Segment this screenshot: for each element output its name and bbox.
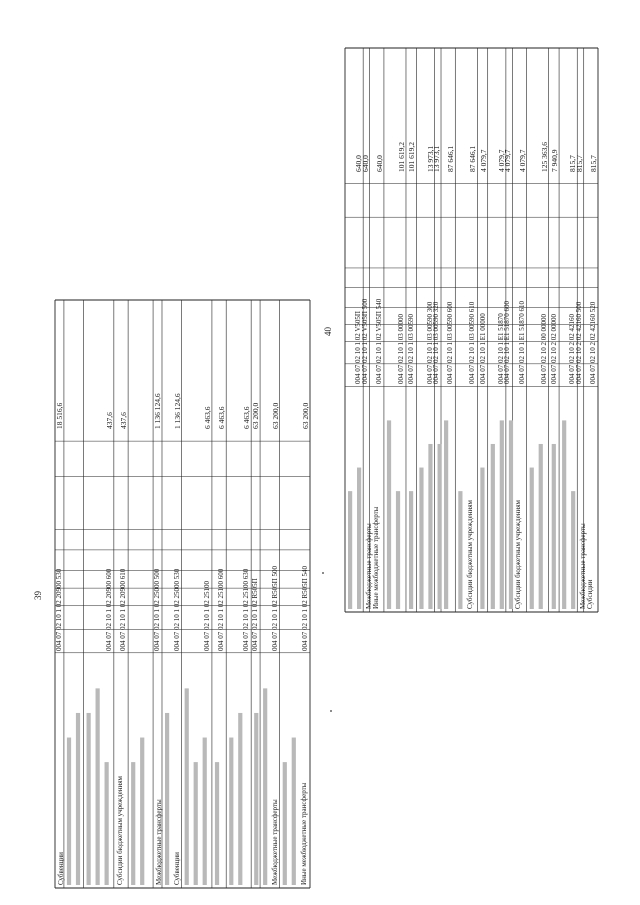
text-line-placeholder <box>140 738 144 885</box>
amount-value: 101 619,2 <box>407 142 417 173</box>
budget-codes: 004 07 02 10 1 03 00590 610 <box>468 302 477 385</box>
text-line-placeholder <box>480 468 484 609</box>
text-line-placeholder <box>229 738 233 885</box>
text-line-placeholder <box>491 444 495 609</box>
row-label: Межбюджетные трансферты <box>271 799 280 885</box>
amount-value: 13 973,1 <box>432 145 441 173</box>
budget-codes: 004 07 02 10 1 02 25000 530 <box>172 568 181 651</box>
amount-value: 18 516,6 <box>54 403 64 430</box>
budget-codes: 004 07 02 10 1 E1 51870 610 <box>517 301 526 385</box>
budget-codes: 004 07 02 10 1 E1 00000 <box>478 313 487 385</box>
amount-value: 4 079,7 <box>503 149 513 173</box>
text-line-placeholder <box>165 713 169 885</box>
row-label: Межбюджетные трансферты <box>579 523 588 609</box>
amount-value: 815,7 <box>589 155 598 173</box>
budget-codes: 004 07 02 10 1 03 00000 <box>396 314 405 385</box>
row-label: Иные межбюджетные трансферты <box>371 506 380 609</box>
text-line-placeholder <box>458 491 462 609</box>
text-line-placeholder <box>438 444 442 609</box>
amount-value: 6 463,6 <box>242 406 252 430</box>
text-line-placeholder <box>203 738 207 885</box>
amount-value: 87 646,1 <box>446 145 456 173</box>
budget-codes: 004 07 02 10 1 02 25100 630 <box>242 568 251 651</box>
text-line-placeholder <box>357 468 361 609</box>
text-line-placeholder <box>396 491 400 609</box>
text-line-placeholder <box>131 762 135 885</box>
text-line-placeholder <box>428 444 432 609</box>
text-line-placeholder <box>409 491 413 609</box>
budget-codes: 004 07 02 10 1 02 V505П 540 <box>374 299 383 385</box>
amount-value: 4 079,7 <box>517 149 527 173</box>
text-line-placeholder <box>571 491 575 609</box>
budget-codes: 004 07 02 10 1 03 00590 300 <box>425 302 434 385</box>
row-label: Субсидии <box>585 579 594 609</box>
scan-speck <box>322 572 324 574</box>
amount-value: 6 463,6 <box>202 406 212 430</box>
budget-codes: 004 07 02 10 1 03 00590 600 <box>446 302 455 385</box>
amount-value: 4 079,7 <box>478 149 488 173</box>
budget-codes: 004 07 02 10 1 02 20900 610 <box>119 568 128 651</box>
text-line-placeholder <box>552 444 556 609</box>
amount-value: 7 940,9 <box>550 149 560 173</box>
budget-codes: 004 07 02 10 1 03 00590 <box>407 314 416 385</box>
text-line-placeholder <box>76 713 80 885</box>
row-label: Межбюджетные трансферты <box>155 799 164 885</box>
text-line-placeholder <box>292 738 296 885</box>
amount-value: 1 136 124,6 <box>172 393 182 430</box>
text-line-placeholder <box>67 738 71 885</box>
amount-value: 815,7 <box>574 155 584 173</box>
amount-value: 4 079,7 <box>496 149 506 173</box>
budget-codes: 004 07 02 10 1 03 00590 320 <box>432 302 440 385</box>
amount-value: 63 200,0 <box>270 403 280 430</box>
amount-value: 63 200,0 <box>301 403 310 430</box>
budget-codes: 004 07 02 10 1 02 20900 600 <box>104 568 113 651</box>
text-line-placeholder <box>387 420 391 609</box>
amount-value: 87 646,1 <box>468 145 478 173</box>
text-line-placeholder <box>185 688 189 885</box>
row-label: Субсидии бюджетным учреждениям <box>514 500 523 609</box>
text-line-placeholder <box>254 713 258 885</box>
budget-codes: 004 07 02 10 1 02 V505П 500 <box>360 299 369 385</box>
budget-codes: 004 07 02 10 1 02 V505П <box>354 311 363 385</box>
amount-value: 1 136 124,6 <box>152 393 162 430</box>
text-line-placeholder <box>500 420 504 609</box>
amount-value: 63 200,0 <box>251 403 261 430</box>
text-line-placeholder <box>348 491 352 609</box>
budget-codes: 004 07 02 10 2 00 00000 <box>539 314 548 385</box>
budget-codes: 004 07 02 10 1 02 25100 600 <box>217 568 226 651</box>
amount-value: 125 363,6 <box>539 142 549 173</box>
amount-value: 13 973,1 <box>425 145 435 173</box>
text-line-placeholder <box>509 420 513 609</box>
text-line-placeholder <box>444 420 448 609</box>
amount-value: 437,6 <box>104 412 114 430</box>
amount-value: 815,7 <box>568 155 578 173</box>
amount-value: 437,6 <box>119 412 129 430</box>
text-line-placeholder <box>238 713 242 885</box>
budget-codes: 004 07 02 10 2 02 42160 500 <box>574 302 583 385</box>
budget-codes: 004 07 02 10 1 E1 51870 <box>496 313 505 385</box>
text-line-placeholder <box>194 762 198 885</box>
text-line-placeholder <box>530 468 534 609</box>
budget-codes: 004 07 02 10 1 02 R505П 540 <box>301 565 309 651</box>
budget-codes: 004 07 02 10 1 02 20900 530 <box>54 568 63 651</box>
row-label: Межбюджетные трансферты <box>365 523 374 609</box>
amount-value: 640,0 <box>360 155 370 173</box>
budget-codes: 004 07 02 10 2 02 00000 <box>550 314 559 385</box>
amount-value: 6 463,6 <box>217 406 227 430</box>
page-number: 40 <box>323 327 333 336</box>
text-line-placeholder <box>419 468 423 609</box>
row-label: Субвенции <box>57 852 65 885</box>
text-line-placeholder <box>283 762 287 885</box>
row-label: Субсидии бюджетным учреждениям <box>466 500 475 609</box>
text-line-placeholder <box>215 762 219 885</box>
budget-codes: 004 07 02 10 1 02 25100 <box>202 580 211 651</box>
text-line-placeholder <box>539 444 543 609</box>
budget-codes: 004 07 02 10 1 02 R505П 500 <box>270 565 279 651</box>
budget-codes: 004 07 02 10 2 02 42160 <box>568 314 577 385</box>
scan-speck <box>330 710 332 712</box>
amount-value: 101 619,2 <box>396 142 406 173</box>
text-line-placeholder <box>96 688 100 885</box>
row-label: Субсидии бюджетным учреждениям <box>115 776 124 885</box>
budget-codes: 004 07 02 10 1 02 25000 500 <box>152 568 161 651</box>
row-label: Иные межбюджетные трансферты <box>299 782 308 885</box>
text-line-placeholder <box>263 688 267 885</box>
text-line-placeholder <box>105 762 109 885</box>
budget-codes: 004 07 02 10 1 E1 51870 600 <box>503 301 512 385</box>
text-line-placeholder <box>562 420 566 609</box>
page-number: 39 <box>33 591 43 600</box>
budget-codes: 004 07 02 10 1 02 R505П <box>251 578 260 651</box>
text-line-placeholder <box>87 713 91 885</box>
row-label: Субвенции <box>172 852 181 885</box>
amount-value: 640,0 <box>354 155 364 173</box>
amount-value: 640,0 <box>374 155 384 173</box>
budget-codes: 004 07 02 10 2 02 42160 520 <box>589 302 597 385</box>
